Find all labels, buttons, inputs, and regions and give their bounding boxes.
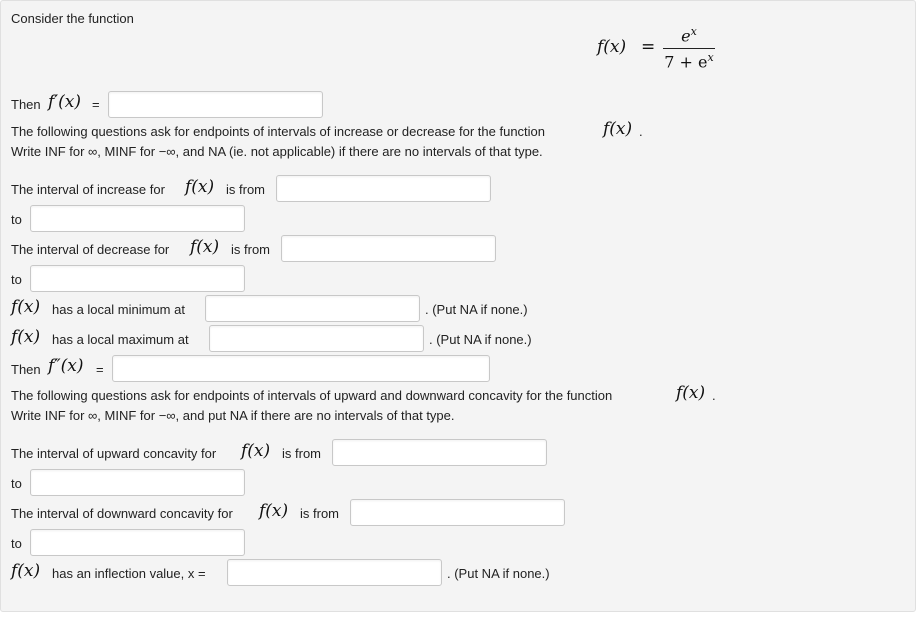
local-max-fx: f(x) xyxy=(11,327,41,347)
formula-numerator xyxy=(663,25,715,45)
numerator-base: e xyxy=(681,26,691,46)
inflection-label: has an inflection value, x = xyxy=(52,566,206,581)
increase-from-input[interactable] xyxy=(276,175,491,202)
incdec-intro-fx: f(x) xyxy=(603,119,633,139)
then-label-1: Then xyxy=(11,97,41,112)
local-min-fx: f(x) xyxy=(11,297,41,317)
increase-label: The interval of increase for xyxy=(11,182,165,197)
formula-equals: = xyxy=(641,37,656,57)
local-max-input[interactable] xyxy=(209,325,424,352)
local-max-hint: . (Put NA if none.) xyxy=(429,332,532,347)
concavity-intro-period: . xyxy=(712,388,716,403)
downward-to-label: to xyxy=(11,536,22,551)
local-min-hint: . (Put NA if none.) xyxy=(425,302,528,317)
incdec-intro-text: The following questions ask for endpoints of intervals of increase or decrease for the function xyxy=(11,124,546,139)
equals-label-2: = xyxy=(96,362,104,377)
denominator-prefix: 7 + e xyxy=(664,52,708,72)
increase-to-label: to xyxy=(11,212,22,227)
decrease-to-label: to xyxy=(11,272,22,287)
fdoubleprime-symbol: f″(x) xyxy=(48,356,84,376)
fraction-bar xyxy=(663,48,715,49)
local-min-label: has a local minimum at xyxy=(52,302,185,317)
numerator-exp: x xyxy=(690,25,697,38)
upward-to-input[interactable] xyxy=(30,469,245,496)
upward-is-from: is from xyxy=(282,446,321,461)
inflection-input[interactable] xyxy=(227,559,442,586)
downward-to-input[interactable] xyxy=(30,529,245,556)
downward-label: The interval of downward concavity for xyxy=(11,506,233,521)
local-min-input[interactable] xyxy=(205,295,420,322)
concavity-intro-fx: f(x) xyxy=(676,383,706,403)
fdoubleprime-input[interactable] xyxy=(112,355,490,382)
local-max-label: has a local maximum at xyxy=(52,332,189,347)
write-inf-instructions-1: Write INF for ∞, MINF for −∞, and NA (ie. not applicable) if there are no intervals of that type. xyxy=(11,144,543,159)
downward-fx: f(x) xyxy=(259,501,289,521)
downward-is-from: is from xyxy=(300,506,339,521)
upward-label: The interval of upward concavity for xyxy=(11,446,217,461)
decrease-label: The interval of decrease for xyxy=(11,242,170,257)
concavity-intro-text: The following questions ask for endpoints of intervals of upward and downward concavity for the function xyxy=(11,388,613,403)
increase-fx: f(x) xyxy=(185,177,215,197)
write-inf-instructions-2: Write INF for ∞, MINF for −∞, and put NA if there are no intervals of that type. xyxy=(11,408,455,423)
decrease-to-input[interactable] xyxy=(30,265,245,292)
formula-lhs: f(x) xyxy=(597,37,627,57)
inflection-fx: f(x) xyxy=(11,561,41,581)
upward-to-label: to xyxy=(11,476,22,491)
fprime-symbol: f′(x) xyxy=(48,92,82,112)
increase-to-input[interactable] xyxy=(30,205,245,232)
then-label-2: Then xyxy=(11,362,41,377)
inflection-hint: . (Put NA if none.) xyxy=(447,566,550,581)
formula-denominator xyxy=(661,51,717,71)
equals-label-1: = xyxy=(92,97,100,112)
denominator-exp: x xyxy=(707,51,714,64)
increase-is-from: is from xyxy=(226,182,265,197)
upward-fx: f(x) xyxy=(241,441,271,461)
decrease-is-from: is from xyxy=(231,242,270,257)
downward-from-input[interactable] xyxy=(350,499,565,526)
decrease-fx: f(x) xyxy=(190,237,220,257)
fprime-input[interactable] xyxy=(108,91,323,118)
intro-text: Consider the function xyxy=(11,11,134,26)
upward-from-input[interactable] xyxy=(332,439,547,466)
decrease-from-input[interactable] xyxy=(281,235,496,262)
incdec-intro-period: . xyxy=(639,124,643,139)
